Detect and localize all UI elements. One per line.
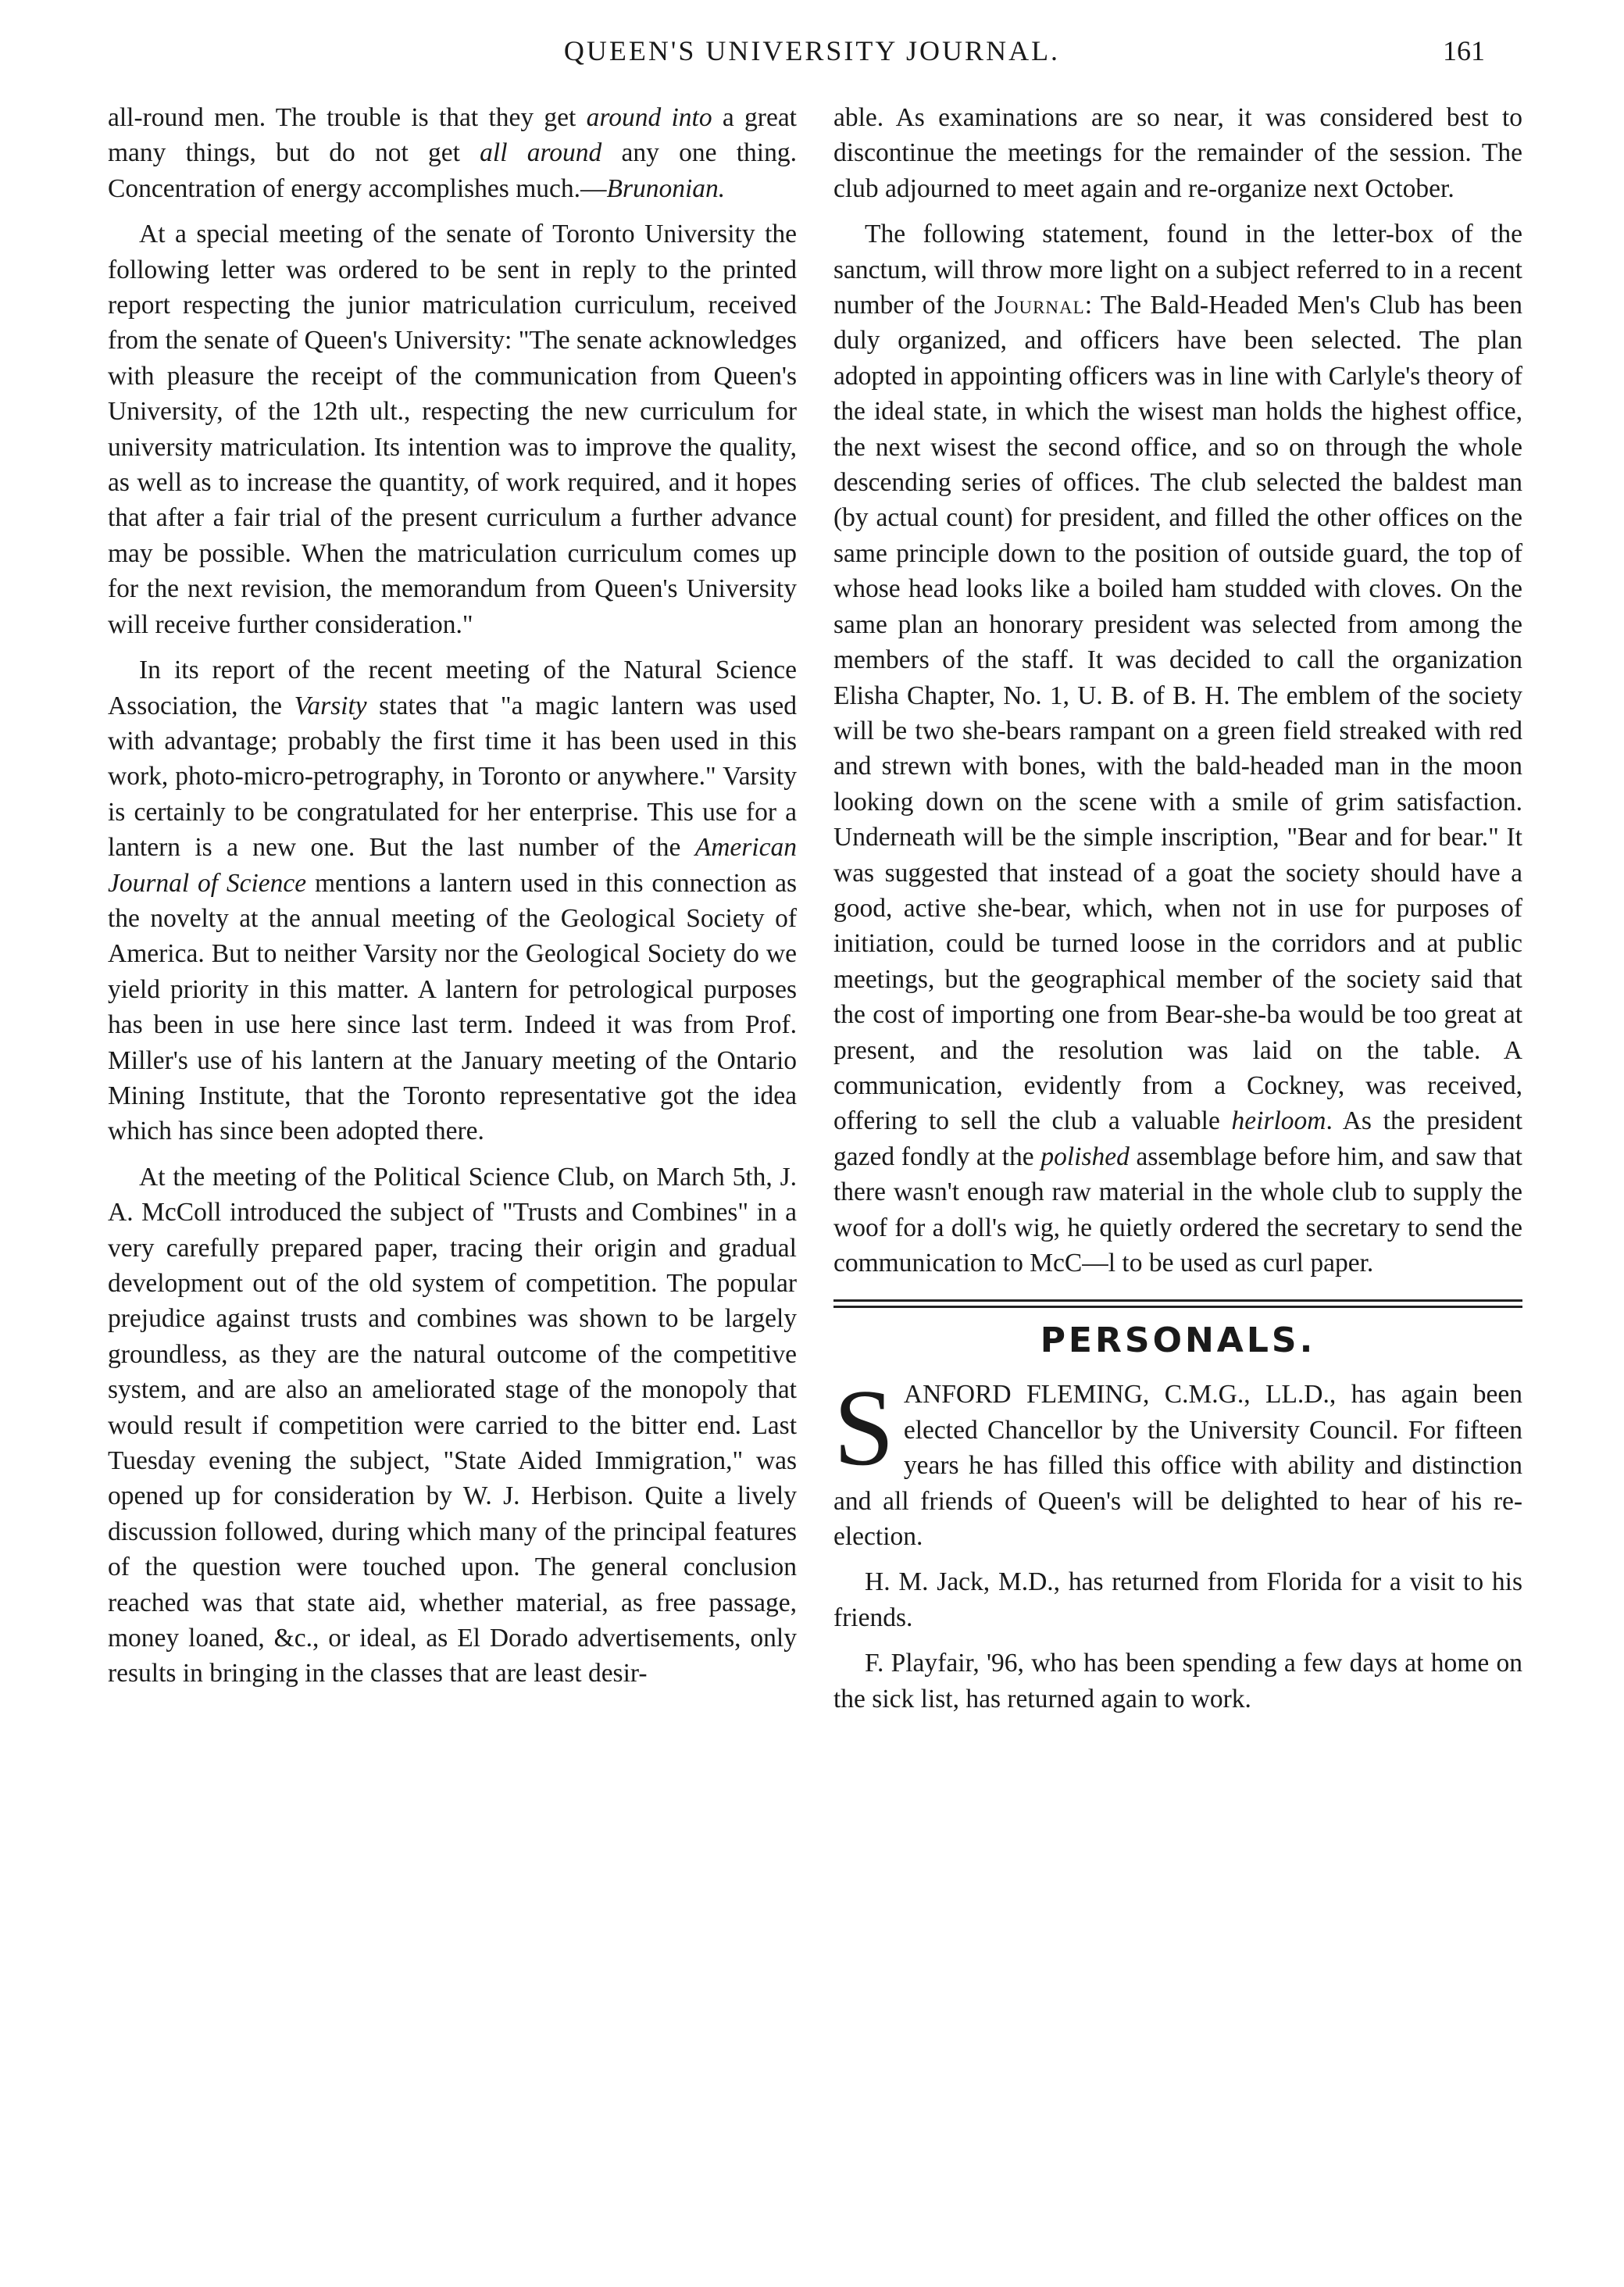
journal-title: QUEEN'S UNIVERSITY JOURNAL. (563, 35, 1061, 66)
left-column (108, 100, 797, 1702)
page-number: 161 (1443, 35, 1485, 66)
personal-item-playfair: F. Playfair, '96, who has been spending a few days at home on the sick list, has returned again to work. (833, 1649, 1522, 1713)
drop-cap: S (833, 1367, 894, 1489)
personal-item-fleming: SANFORD FLEMING, C.M.G., LL.D., has again been elected Chancellor by the University Council. For fifteen years he has filled this office with ability and distinction and all friends of Queen's will be delighted to hear of his re-election. (833, 1367, 1522, 1552)
divider-line (833, 1299, 1522, 1302)
paragraph-club-adjourned: able. As examinations are so near, it was considered best to discontinue the meetings for the remainder of the session. The club adjourned to meet again and re-organize next October. (833, 103, 1522, 203)
paragraph-brunonian: all-round men. The trouble is that they get around into a great many things, but do not get all around any one thing. Concentration of energy accomplishes much.—Brunonian. (108, 103, 797, 203)
right-column (833, 100, 1522, 1727)
paragraph-political-science-club: At the meeting of the Political Science Club, on March 5th, J. A. McColl introduced the subject of "Trusts and Combines" in a very carefully prepared paper, tracing their origin and gradual development out of the old system of competition. The popular prejudice against trusts and combines was shown to be largely groundless, as they are the natural outcome of the competitive system, and are also an ameliorated stage of the monopoly that would result if competition were carried to the bitter end. Last Tuesday evening the subject, "State Aided Immigration," was opened up for consideration by W. J. Herbison. Quite a lively discussion followed, during which many of the principal features of the question were touched upon. The general conclusion reached was that state aid, whether material, as free passage, money loaned, &c., or ideal, as El Dorado advertisements, only results in bringing in the classes that are least desir- (108, 1162, 797, 1688)
paragraph-toronto-senate: At a special meeting of the senate of Toronto University the following letter was ordered to be sent in reply to the printed report respecting the junior matriculation curriculum, received from the senate of Queen's University: "The senate acknowledges with pleasure the receipt of the communication from Queen's University, of the 12th ult., respecting the new curriculum for university matriculation. Its intention was to improve the quality, as well as to increase the quantity, of work required, and it hopes that after a fair trial of the present curriculum a further advance may be possible. When the matriculation curriculum comes up for the next revision, the memorandum from Queen's University will receive further consideration." (108, 220, 797, 639)
section-divider (833, 1299, 1522, 1308)
personals-heading: PERSONALS. (1040, 1320, 1316, 1361)
personal-item-jack: H. M. Jack, M.D., has returned from Florida for a visit to his friends. (833, 1567, 1522, 1632)
paragraph-bald-headed-club: The following statement, found in the letter-box of the sanctum, will throw more light on a subject referred to in a recent number of the Journal: The Bald-Headed Men's Club has been duly organized, and officers have been selected. The plan adopted in appointing officers was in line with Carlyle's theory of the ideal state, in which the wisest man holds the highest office, the next wisest the second office, and so on through the whole descending series of offices. The club selected the baldest man (by actual count) for president, and filled the other offices on the same principle down to the position of outside guard, the top of whose head looks like a boiled ham studded with cloves. On the same plan an honorary president was selected from among the members of the staff. It was decided to call the organization Elisha Chapter, No. 1, U. B. of B. H. The emblem of the society will be two she-bears rampant on a green field streaked with red and strewn with bones, with the bald-headed man in the moon looking down on the scene with a smile of grim satisfaction. Underneath will be the simple inscription, "Bear and for bear." It was suggested that instead of a goat the society should have a good, active she-bear, which, when not in use for purposes of initiation, could be turned loose in the corridors and at public meetings, but the geographical member of the society said that the cost of importing one from Bear-she-ba would be too great at present, and the resolution was laid on the table. A communication, evidently from a Cockney, was received, offering to sell the club a valuable heirloom. As the president gazed fondly at the polished assemblage before him, and saw that there wasn't enough raw material in the whole club to supply the woof for a doll's wig, he quietly ordered the secretary to send the communication to McC—l to be used as curl paper. (833, 220, 1522, 1278)
paragraph-natural-science: In its report of the recent meeting of the Natural Science Association, the Varsity states that "a magic lantern was used with advantage; probably the first time it has been used in this work, photo-micro-petrography, in Toronto or anywhere." Varsity is certainly to be congratulated for her enterprise. This use for a lantern is a new one. But the last number of the American Journal of Science mentions a lantern used in this connection as the novelty at the annual meeting of the Geological Society of America. But to neither Varsity nor the Geological Society do we yield priority in this matter. A lantern for petrological purposes has been in use here since last term. Indeed it was from Prof. Miller's use of his lantern at the January meeting of the Ontario Mining Institute, that the Toronto representative got the idea which has since been adopted there. (108, 656, 797, 1146)
divider-line (833, 1306, 1522, 1308)
running-head (0, 34, 1624, 75)
